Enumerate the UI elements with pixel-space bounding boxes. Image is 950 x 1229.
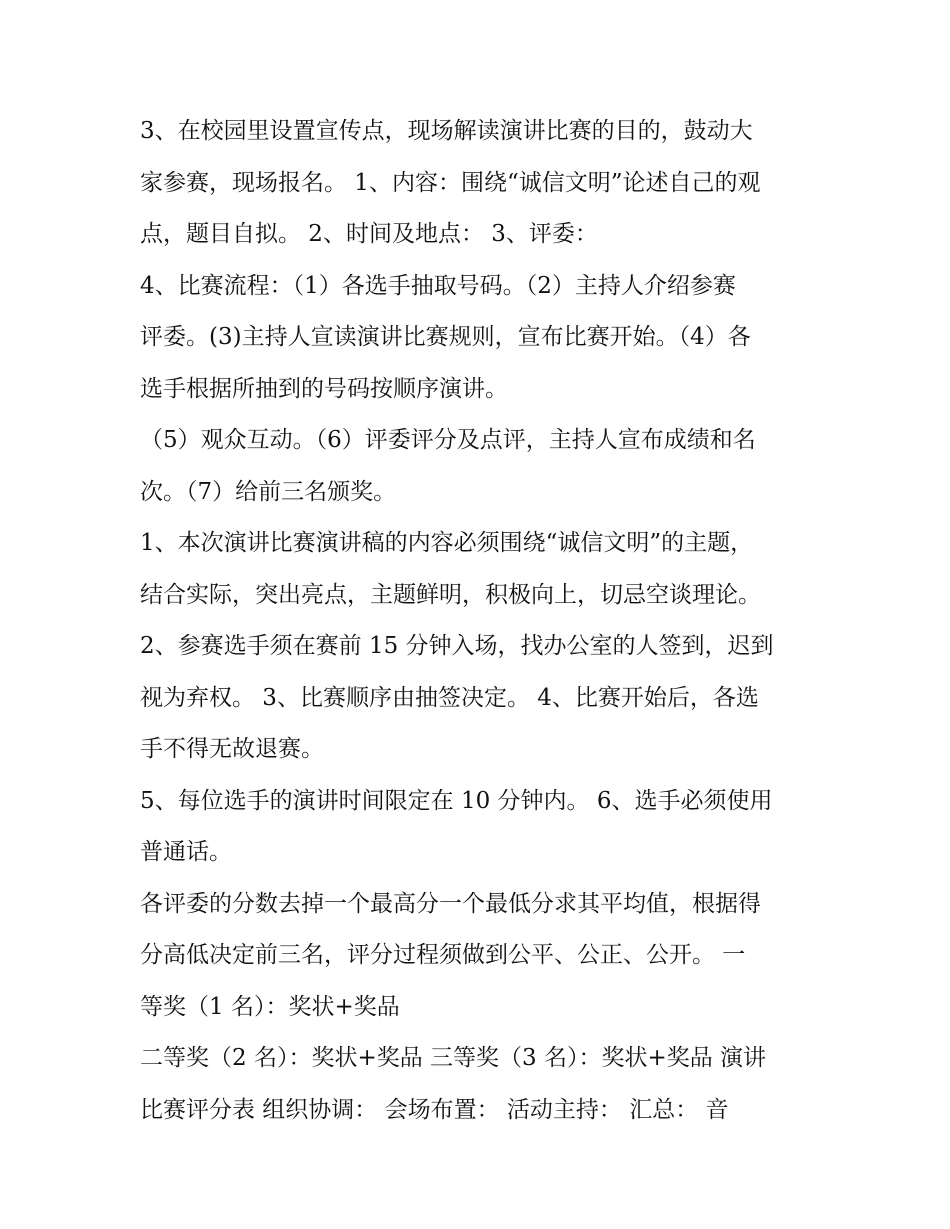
text-line: 家参赛，现场报名。 1、内容：围绕“诚信文明”论述自己的观 [140, 169, 761, 196]
text-line: 选手根据所抽到的号码按顺序演讲。 [140, 375, 508, 402]
text-line: 视为弃权。 3、比赛顺序由抽签决定。 4、比赛开始后，各选 [140, 684, 759, 711]
text-line: 点，题目自拟。 2、时间及地点： 3、评委： [140, 221, 598, 247]
text-line: 1、本次演讲比赛演讲稿的内容必须围绕“诚信文明”的主题， [140, 530, 754, 556]
text-line: 分高低决定前三名，评分过程须做到公平、公正、公开。 一 [140, 942, 746, 968]
paragraph-rule-arrival [140, 621, 820, 776]
paragraph-competition-flow [140, 261, 820, 416]
paragraph-awards [140, 1033, 820, 1136]
text-line: 评委。(3)主持人宣读演讲比赛规则，宣布比赛开始。（4）各 [140, 324, 751, 350]
paragraph-scoring [140, 879, 820, 1034]
paragraph-publicity [140, 106, 820, 261]
text-line: 3、在校园里设置宣传点，现场解读演讲比赛的目的，鼓动大 [140, 118, 753, 144]
text-line: 结合实际，突出亮点，主题鲜明，积极向上，切忌空谈理论。 [140, 581, 761, 608]
text-line: 次。（7）给前三名颁奖。 [140, 478, 397, 505]
text-line: 比赛评分表 组织协调： 会场布置： 活动主持： 汇总： 音 [140, 1096, 729, 1123]
text-line: 2、参赛选手须在赛前 15 分钟入场，找办公室的人签到，迟到 [140, 633, 774, 659]
text-line: 手不得无故退赛。 [140, 736, 324, 762]
paragraph-rule-time [140, 776, 820, 879]
text-line: 普通话。 [140, 839, 232, 865]
text-line: （5）观众互动。（6）评委评分及点评，主持人宣布成绩和名 [140, 427, 756, 453]
paragraph-flow-continued [140, 415, 820, 518]
text-line: 5、每位选手的演讲时间限定在 10 分钟内。 6、选手必须使用 [140, 787, 773, 814]
text-line: 二等奖（2 名）：奖状+奖品 三等奖（3 名）：奖状+奖品 演讲 [140, 1045, 767, 1071]
text-line: 等奖（1 名）：奖状+奖品 [140, 993, 400, 1020]
text-line: 4、比赛流程：（1）各选手抽取号码。（2）主持人介绍参赛 [140, 272, 736, 299]
text-line: 各评委的分数去掉一个最高分一个最低分求其平均值，根据得 [140, 890, 761, 917]
paragraph-rule-content [140, 518, 820, 621]
document-body [140, 106, 820, 1136]
